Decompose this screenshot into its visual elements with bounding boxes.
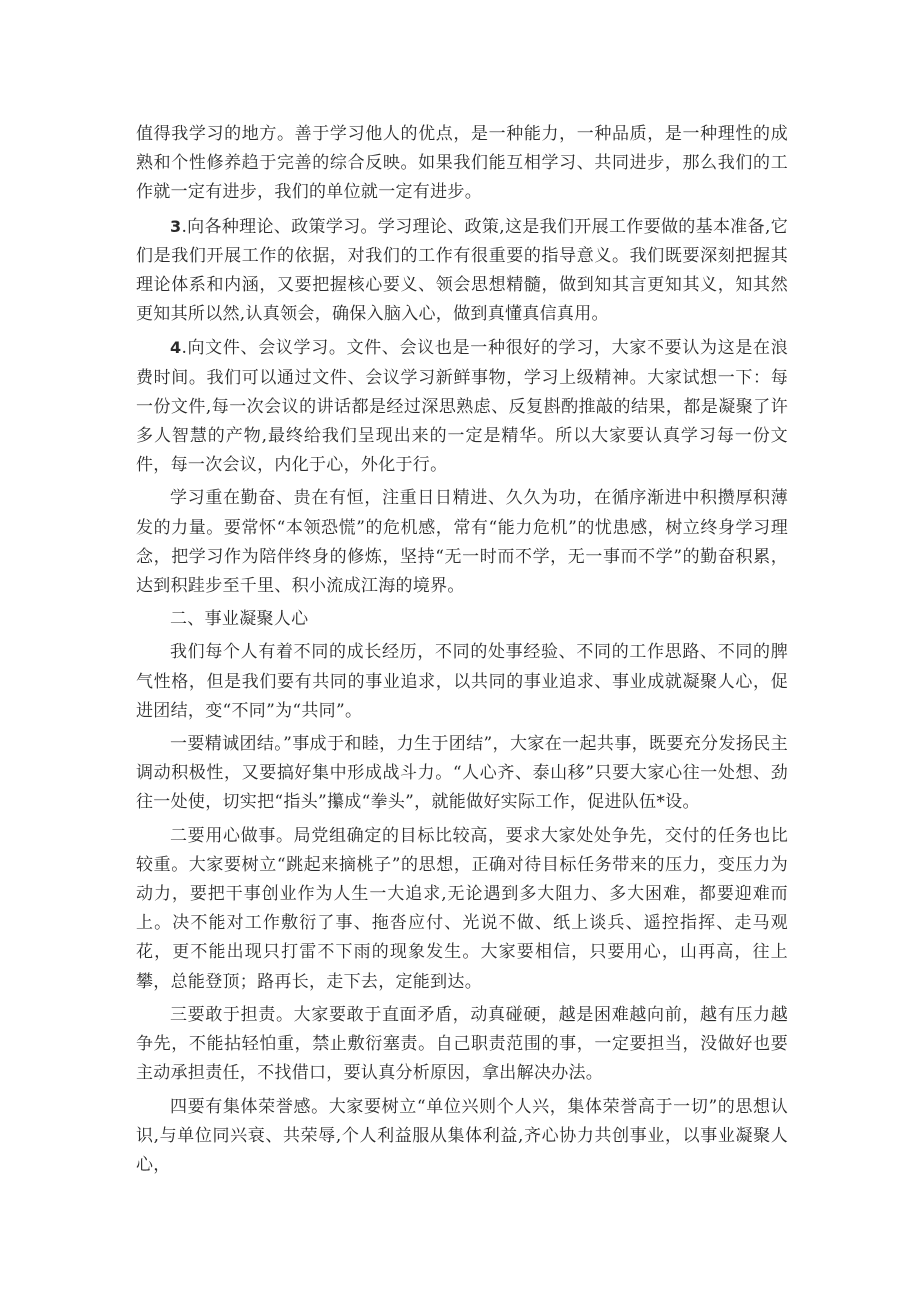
paragraph-continuation: 值得我学习的地方。善于学习他人的优点，是一种能力，一种品质，是一种理性的成熟和个性修养趋于完善的综合反映。如果我们能互相学习、共同进步，那么我们的工作就一定有进步，我们的单位就一定有进步。 [136, 124, 788, 203]
document-body [136, 120, 788, 1184]
item-number: 4 [170, 338, 182, 358]
paragraph-learning-summary: 学习重在勤奋、贵在有恒，注重日日精进、久久为功，在循序渐进中积攒厚积薄发的力量。要常怀“本领恐慌”的危机感，常有“能力危机”的忧患感，树立终身学习理念，把学习作为陪伴终身的修炼，坚持“无一时而不学，无一事而不学”的勤奋积累，达到积跬步至千里、积小流成江海的境界。 [136, 488, 788, 597]
paragraph-item-3 [136, 212, 788, 330]
paragraph-text: .向各种理论、政策学习。学习理论、政策,这是我们开展工作要做的基本准备,它们是我们开展工作的依据，对我们的工作有很重要的指导意义。我们既要深刻把握其理论体系和内涵，又要把握核心要义、领会思想精髓，做到知其言更知其义，知其然更知其所以然,认真领会，确保入脑入心，做到真懂真信真用。 [136, 216, 788, 325]
paragraph-section-intro: 我们每个人有着不同的成长经历，不同的处事经验、不同的工作思路、不同的脾气性格，但是我们要有共同的事业追求，以共同的事业追求、事业成就凝聚人心，促进团结，变“不同”为“共同”。 [136, 642, 788, 721]
paragraph-point-4: 四要有集体荣誉感。大家要树立“单位兴则个人兴，集体荣誉高于一切”的思想认识,与单位同兴衰、共荣辱,个人利益服从集体利益,齐心协力共创事业，以事业凝聚人心， [136, 1096, 788, 1175]
paragraph-point-3: 三要敢于担责。大家要敢于直面矛盾，动真碰硬，越是困难越向前，越有压力越争先，不能拈轻怕重，禁止敷衍塞责。自己职责范围的事，一定要担当，没做好也要主动承担责任，不找借口，要认真分析原因，拿出解决办法。 [136, 1004, 788, 1084]
section-heading: 二、事业凝聚人心 [170, 609, 309, 630]
paragraph-item-4 [136, 333, 788, 480]
paragraph-point-1: 一要精诚团结。”事成于和睦，力生于团结”，大家在一起共事，既要充分发扬民主调动积极性，又要搞好集中形成战斗力。“人心齐、泰山移”只要大家心往一处想、劲往一处使，切实把“指头”攥成“拳头”，就能做好实际工作，促进队伍*设。 [136, 734, 788, 813]
paragraph-text: .向文件、会议学习。文件、会议也是一种很好的学习，大家不要认为这是在浪费时间。我们可以通过文件、会议学习新鲜事物，学习上级精神。大家试想一下：每一份文件,每一次会议的讲话都是经过深思熟虑、反复斟酌推敲的结果，都是凝聚了许多人智慧的产物,最终给我们呈现出来的一定是精华。所以大家要认真学习每一份文件，每一次会议，内化于心，外化于行。 [136, 338, 788, 476]
item-number: 3 [170, 216, 182, 236]
paragraph-point-2: 二要用心做事。局党组确定的目标比较高，要求大家处处争先，交付的任务也比较重。大家要树立“跳起来摘桃子”的思想，正确对待目标任务带来的压力，变压力为动力，要把干事创业作为人生一大追求,无论遇到多大阻力、多大困难，都要迎难而上。决不能对工作敷衍了事、拖沓应付、光说不做、纸上谈兵、遥控指挥、走马观花，更不能出现只打雷不下雨的现象发生。大家要相信，只要用心，山再高，往上攀，总能登顶；路再长，走下去，定能到达。 [136, 825, 788, 992]
